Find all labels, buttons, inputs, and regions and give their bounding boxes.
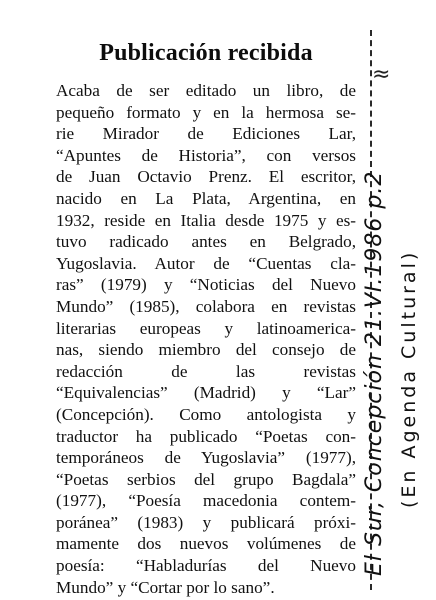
article-line: ras” (1979) y “Noticias del Nuevo [56,275,356,295]
article-line: traductor ha publicado “Poetas con- [56,426,356,446]
article-line: pequeño formato y en la hermosa se- [56,102,356,122]
article-line: nacido en La Plata, Argentina, en [56,188,356,208]
pen-scribble-mark: ≈ [372,62,391,87]
article-line: “Equivalencias” (Madrid) y “Lar” [56,383,356,403]
article-line: Acaba de ser editado un libro, de [56,81,356,100]
handwritten-source-note: El Sur, Concepción 21.VI.1986 p.2 [362,170,387,576]
article-line: de Juan Octavio Prenz. El escritor, [56,167,356,187]
article-title: Publicación recibida [99,40,313,66]
article-line: poesía: “Habladurías del Nuevo [56,556,356,576]
article-line: mamente dos nuevos volúmenes de [56,534,356,554]
article-line: Mundo” (1985), colabora en revistas [56,296,356,316]
handwritten-section-note: (En Agenda Cultural) [398,249,420,508]
article-line: nas, siendo miembro del consejo de [56,340,356,360]
article-line: (Concepción). Como antologista y [56,404,356,424]
article-line: (1977), “Poesía macedonia contem- [56,491,356,511]
article-line: temporáneos de Yugoslavia” (1977), [56,448,356,468]
article-line: “Apuntes de Historia”, con versos [56,145,356,165]
article-line: “Poetas serbios del grupo Bagdala” [56,469,356,489]
article-line: rie Mirador de Ediciones Lar, [56,124,356,144]
article-line: 1932, reside en Italia desde 1975 y es- [56,210,356,230]
article-line: tuvo radicado antes en Belgrado, [56,232,356,252]
article-line: Mundo” y “Cortar por lo sano”. [56,577,275,597]
article-line: Yugoslavia. Autor de “Cuentas cla- [56,253,356,273]
article-line: poránea” (1983) y publicará próxi- [56,512,356,532]
article-line: redacción de las revistas [56,361,356,381]
article-body [56,80,356,598]
article-line: literarias europeas y latinoamerica- [56,318,356,338]
